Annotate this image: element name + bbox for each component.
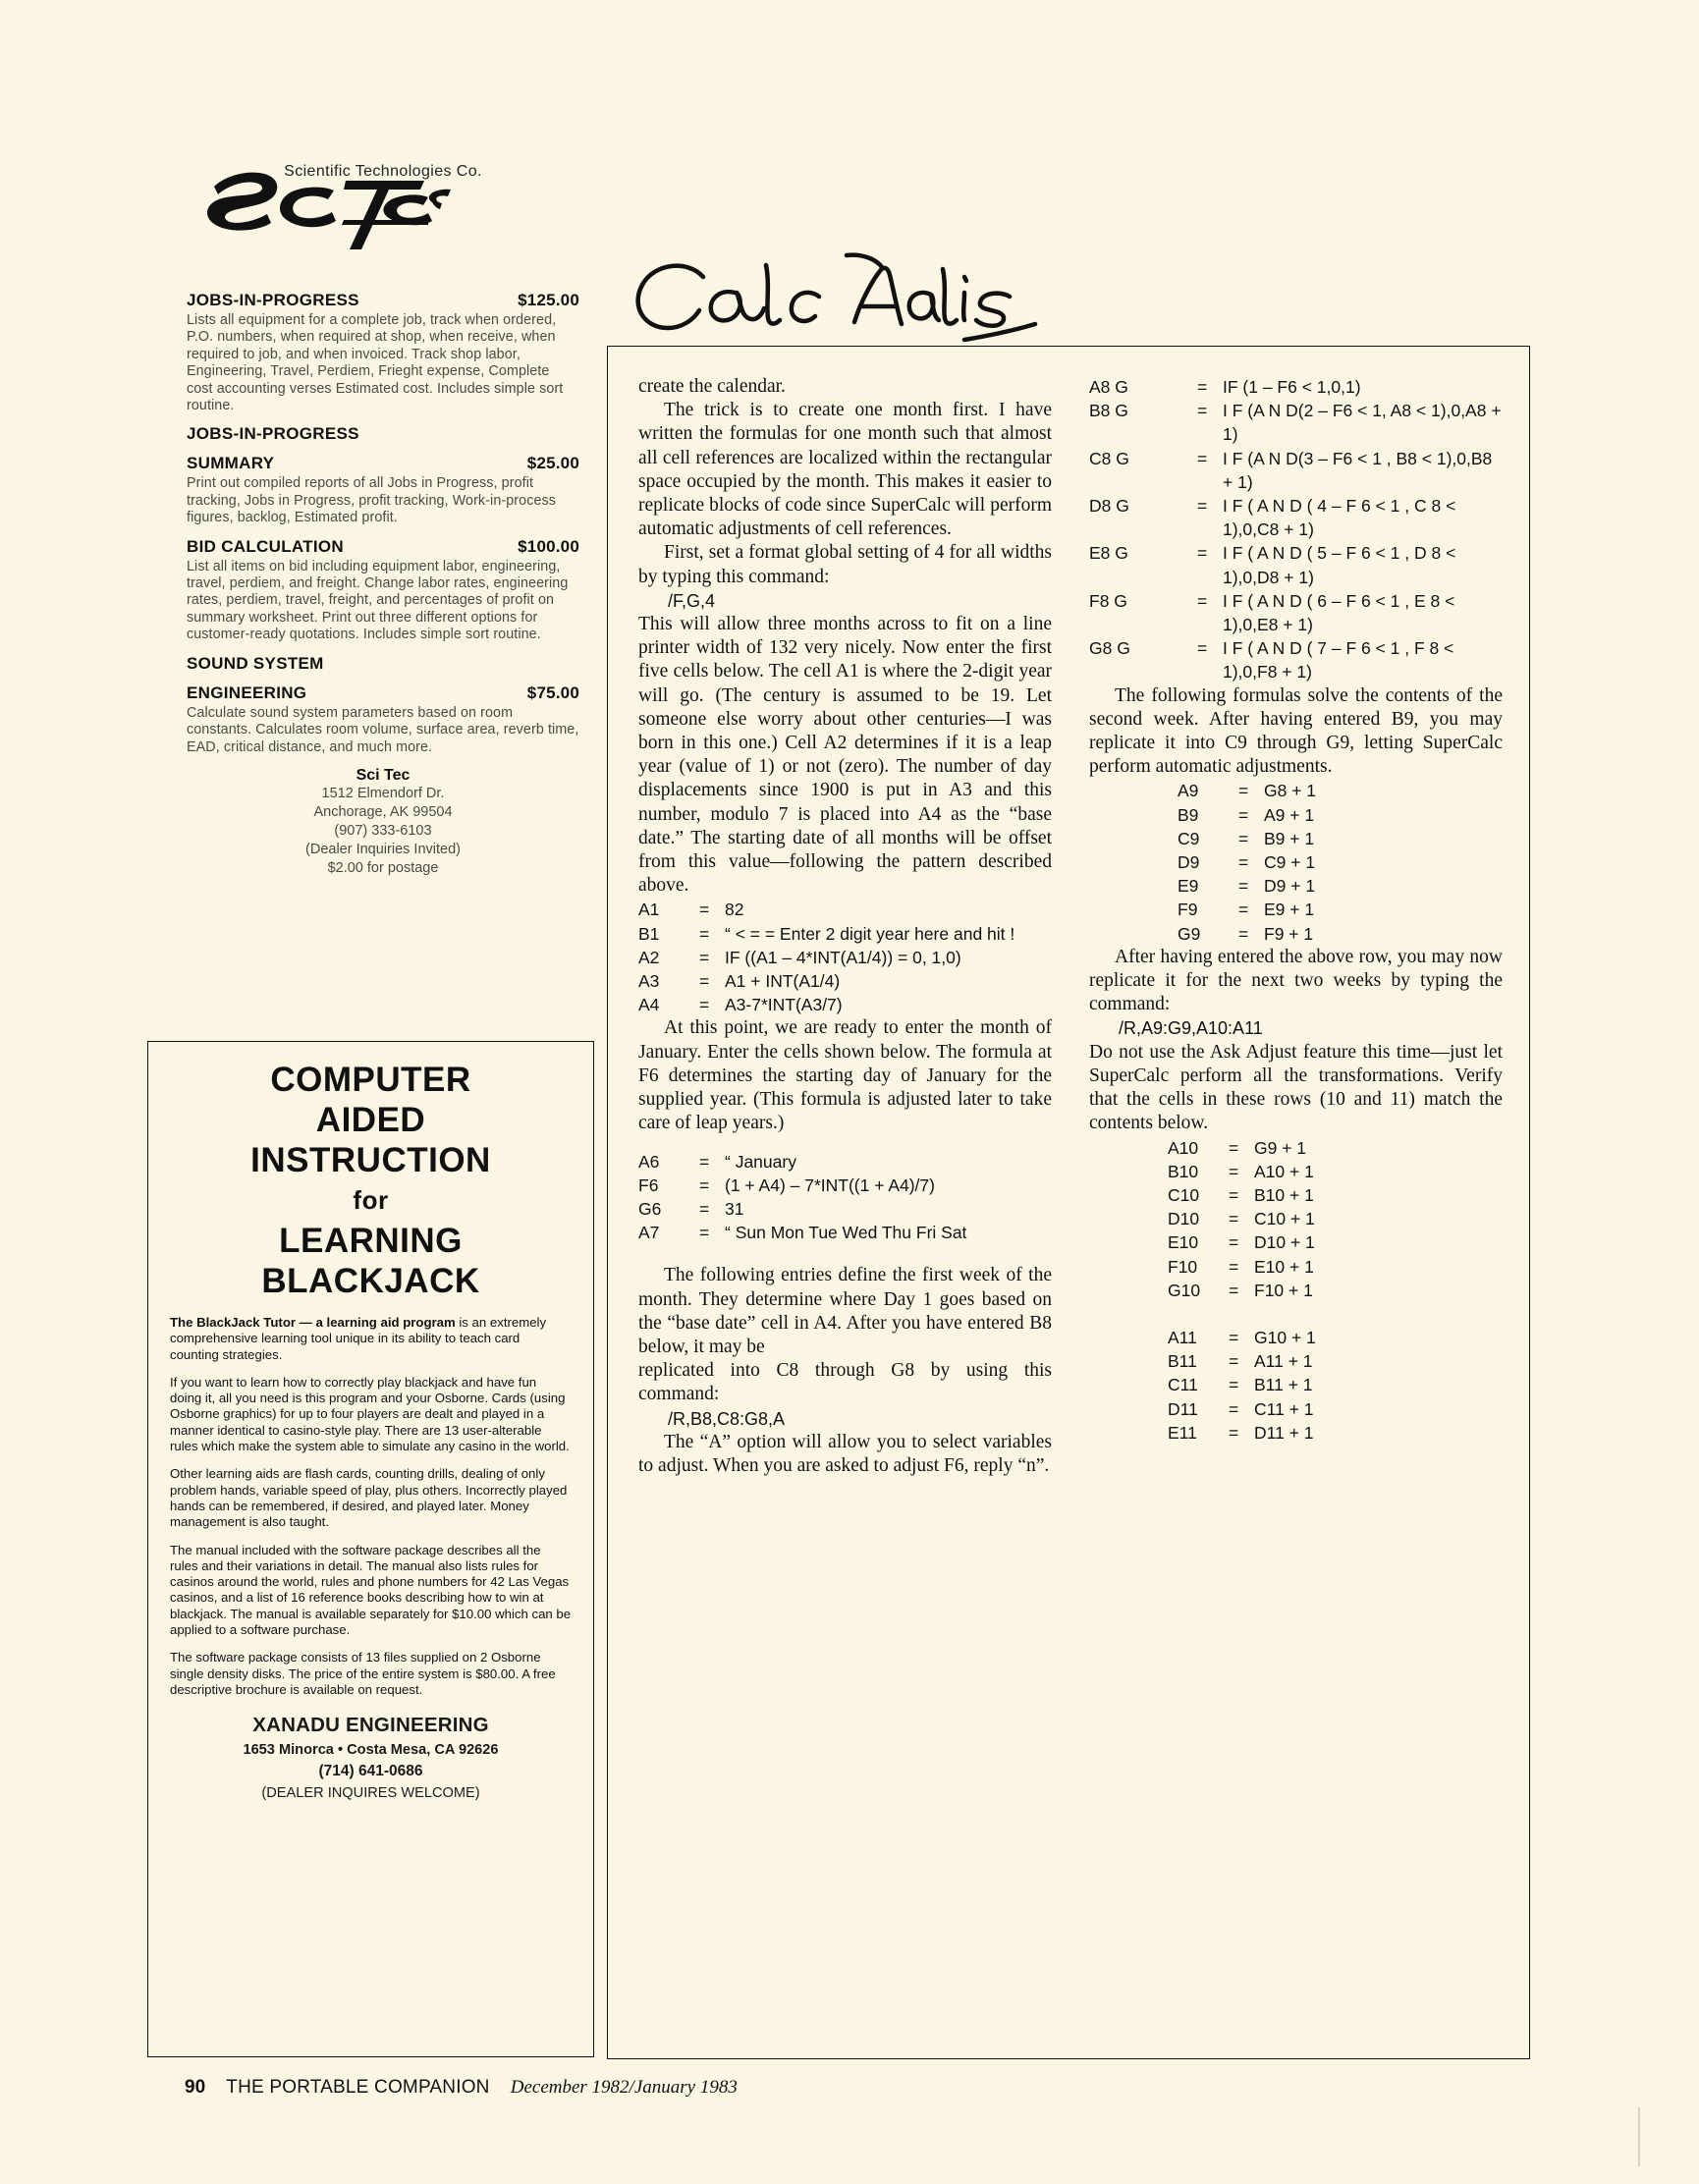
equals: = [1229,1209,1239,1229]
product-description: Lists all equipment for a complete job, track when ordered, P.O. numbers, when required at shop, when receive, when required to job, and when invoiced. Track shop labor, Engineering, Travel, Perdiem, Frieght expense, Complete cost accounting verses Estimated cost. Includes simple sort routine. [187,312,564,414]
equals: = [1229,1398,1239,1419]
scitec-logo [187,163,579,281]
equals: = [1238,828,1249,848]
scitec-subtitle: Scientific Technologies Co. [284,163,482,180]
cell-ref: E9 [1178,876,1199,897]
formula-row [638,946,1052,969]
cell-formula: C11 + 1 [1254,1398,1314,1419]
cell-formula: B9 + 1 [1264,828,1315,848]
product-heading-jobs-in-progress [187,291,579,310]
ad-title-line-3: INSTRUCTION [250,1141,491,1179]
ad-paragraph-2: Other learning aids are flash cards, counting drills, dealing of only problem hands, variable speed of play, plus others. Incorrectly played hands can be remembered, if desired, and played later. Money management is also taught. [170,1466,568,1530]
paragraph: create the calendar. [638,376,786,397]
formula-row [1168,1397,1503,1421]
ad-title [170,1060,572,1301]
cell-ref: G8 G [1089,638,1130,659]
formula-row [1089,494,1503,541]
cell-ref: F8 G [1089,590,1127,611]
product-description: Print out compiled reports of all Jobs in Progress, profit tracking, Jobs in Progress, profit tracking, Work-in-process figures, backlog, Estimated profit. [187,475,556,526]
cell-ref: D9 [1178,852,1200,873]
product-name-jobs-summary: JOBS-IN-PROGRESS [187,424,359,444]
equals: = [699,900,710,920]
company-name: Sci Tec [356,766,411,784]
cell-formula: I F ( A N D ( 5 – F 6 < 1 , D 8 < 1),0,D8 + 1) [1223,543,1456,587]
formula-row [1168,1230,1503,1254]
dealer-note: (Dealer Inquiries Invited) [305,841,461,857]
page-number: 90 [185,2077,206,2098]
formula-list-5 [1089,1136,1503,1302]
cell-formula: C10 + 1 [1254,1209,1315,1229]
formula-row [1089,589,1503,636]
cell-formula: E10 + 1 [1254,1256,1314,1277]
equals: = [699,1223,710,1243]
cell-formula: B10 + 1 [1254,1184,1314,1205]
cell-ref: A2 [638,947,660,967]
equals: = [1197,377,1208,397]
formula-row [1168,1373,1503,1396]
ad-title-line-5: LEARNING [279,1222,463,1260]
cell-ref: A10 [1168,1137,1199,1158]
page-footer [185,2077,738,2099]
cell-formula: “ January [725,1151,796,1172]
cell-ref: A7 [638,1223,660,1243]
street-address: 1512 Elmendorf Dr. [321,785,445,801]
cell-formula: F10 + 1 [1254,1280,1313,1300]
cell-ref: A9 [1178,781,1199,801]
article-columns [638,375,1503,1478]
article-text [638,375,1503,1478]
cell-formula: 31 [725,1198,744,1219]
product-name-sound-system: SOUND SYSTEM [187,653,324,673]
ad-paragraph-4: The software package consists of 13 files supplied on 2 Osborne single density disks. The price of the entire system is $80.00. A free descriptive brochure is available on request. [170,1650,556,1697]
cell-formula: A11 + 1 [1254,1351,1313,1372]
equals: = [699,1198,710,1219]
cell-formula: I F ( A N D ( 7 – F 6 < 1 , F 8 < 1),0,F8 + 1) [1223,638,1454,682]
formula-row [1178,803,1503,827]
formula-row [1168,1136,1503,1160]
product-price: $100.00 [518,536,579,556]
formula-row [638,993,1052,1016]
formula-row [1089,541,1503,588]
formula-row [638,1150,1052,1174]
product-name: JOBS-IN-PROGRESS [187,291,359,309]
cell-ref: G9 [1178,923,1201,944]
equals: = [1197,590,1208,611]
cell-ref: D11 [1168,1398,1198,1419]
equals: = [1229,1184,1239,1205]
cell-formula: A1 + INT(A1/4) [725,971,841,992]
equals: = [1229,1280,1239,1300]
magazine-name: THE PORTABLE COMPANION [226,2077,490,2098]
cell-ref: A11 [1168,1327,1197,1347]
formula-row [638,1174,1052,1197]
scitec-wordmark-icon [196,163,452,256]
city-state-zip: Anchorage, AK 99504 [313,803,453,820]
equals: = [1229,1422,1239,1443]
product-name-2: ENGINEERING [187,682,307,702]
command-line: /R,B8,C8:G8,A [668,1408,786,1429]
paragraph: The following formulas solve the contents of the second week. After having entered B9, you may replicate it into C9 through G9, letting SuperCalc perform automatic adjustments. [1089,684,1503,778]
equals: = [1229,1161,1239,1181]
formula-row [1168,1349,1503,1373]
cell-ref: A6 [638,1151,660,1172]
cell-formula: C9 + 1 [1264,852,1316,873]
cell-formula: IF (1 – F6 < 1,0,1) [1223,377,1361,397]
equals: = [1229,1137,1239,1158]
cell-ref: B9 [1178,804,1199,825]
cell-formula: A9 + 1 [1264,804,1315,825]
product-description: Calculate sound system parameters based on room constants. Calculates room volume, surface area, reverb time, EAD, critical distance, and much more. [187,704,579,755]
ad-contact-block [170,1714,572,1801]
equals: = [699,1174,710,1195]
formula-row [1089,375,1503,399]
blackjack-advertisement [147,1041,594,2057]
product-price: $25.00 [526,454,579,473]
formula-row [1089,447,1503,494]
ad-lead-rest: is an extremely comprehensive learning tool unique in its ability to teach card counting strategies. [170,1315,547,1362]
equals: = [1238,852,1249,873]
ad-lead-bold: The BlackJack Tutor — a learning aid program [170,1315,456,1330]
ad-title-line-6: BLACKJACK [261,1262,480,1300]
equals: = [1197,543,1208,564]
cell-ref: D10 [1168,1209,1200,1229]
product-heading-bid-calculation [187,537,579,557]
formula-row [1089,636,1503,683]
product-name: BID CALCULATION [187,536,344,556]
formula-row [1168,1183,1503,1207]
formula-row [1178,850,1503,874]
paragraph: After having entered the above row, you may now replicate it for the next two weeks by typing the command: [1089,946,1503,1015]
equals: = [699,971,710,992]
equals: = [1197,401,1208,421]
paragraph: At this point, we are ready to enter the month of January. Enter the cells shown below. The formula at F6 determines the starting day of January for the supplied year. (This formula is adjusted later to take care of leap years.) [638,1017,1052,1134]
equals: = [699,923,710,944]
product-name-2: SUMMARY [187,454,275,473]
cell-formula: G8 + 1 [1264,781,1317,801]
cell-formula: D10 + 1 [1254,1232,1315,1253]
cell-formula: IF ((A1 – 4*INT(A1/4)) = 0, 1,0) [725,947,961,967]
cell-ref: F10 [1168,1256,1198,1277]
page-edge-mark [1638,2107,1640,2166]
ad-paragraph-1: If you want to learn how to correctly play blackjack and have fun doing it, all you need is this program and your Osborne. Cards (using Osborne graphics) for up to four players are dealt and played in a manner identical to casino-style play. There are 13 user-alterable rules which make the system able to simulate any casino in the world. [170,1374,570,1454]
paragraph: The following entries define the first week of the month. They determine where Day 1 goes based on the “base date” cell in A4. After you have entered B8 below, it may be [638,1265,1052,1357]
cell-ref: C9 [1178,828,1200,848]
equals: = [699,995,710,1015]
formula-row [1168,1160,1503,1183]
cell-ref: A3 [638,971,660,992]
equals: = [1238,804,1249,825]
ad-phone: (714) 641-0686 [318,1763,423,1780]
cell-formula: B11 + 1 [1254,1375,1313,1395]
cell-ref: C11 [1168,1375,1198,1395]
product-description: List all items on bid including equipment labor, engineering, travel, perdiem, and freight. Change labor rates, engineering rates, perdiem, travel, freight, and percentages of profit on summary worksheet. Print out three different options for customer-ready quotations. Includes simple sort routine. [187,558,569,643]
calc-aids-script-icon [619,246,1041,355]
postage-note: $2.00 for postage [327,859,439,876]
cell-formula: I F ( A N D ( 4 – F 6 < 1 , C 8 < 1),0,C8 + 1) [1223,496,1456,540]
cell-formula: G10 + 1 [1254,1327,1316,1347]
formula-row [638,1221,1052,1244]
paragraph: The “A” option will allow you to select variables to adjust. When you are asked to adjust F6, reply “n”. [638,1431,1052,1476]
cell-formula: 82 [725,900,744,920]
equals: = [699,947,710,967]
cell-ref: B11 [1168,1351,1197,1372]
issue-date: December 1982/January 1983 [510,2077,738,2098]
cell-formula: E9 + 1 [1264,900,1315,920]
ad-company-name: XANADU ENGINEERING [252,1714,489,1737]
formula-row [1178,922,1503,946]
equals: = [1238,876,1249,897]
cell-ref: F9 [1178,900,1198,920]
formula-row [1168,1207,1503,1230]
cell-formula: I F ( A N D ( 6 – F 6 < 1 , E 8 < 1),0,E8 + 1) [1223,590,1455,635]
formula-list-1 [638,898,1052,1016]
cell-ref: G10 [1168,1280,1201,1300]
formula-list-2 [638,1150,1052,1245]
formula-row [1168,1279,1503,1302]
scitec-advertisement [187,69,579,878]
cell-formula: F9 + 1 [1264,923,1314,944]
equals: = [1238,923,1249,944]
formula-list-3 [1089,375,1503,684]
paragraph: replicated into C8 through G8 by using this command: [638,1360,1052,1405]
cell-ref: G6 [638,1198,662,1219]
formula-row [1089,399,1503,446]
cell-ref: B8 G [1089,401,1128,421]
equals: = [1238,900,1249,920]
paragraph: This will allow three months across to fit on a line printer width of 132 very nicely. Now enter the first five cells below. The cell A1 is where the 2-digit year will go. (The century is assumed to be 19. Let someone else worry about other centuries—I was born in this one.) Cell A2 determines if it is a leap year (value of 1) or not (zero). The number of day displacements since 1900 is put in A3 and this number, modulo 7 is placed into A4 as the “base date.” The starting date of all months will be offset from this value—following the pattern described above. [638,614,1052,897]
cell-formula: “ < = = Enter 2 digit year here and hit ! [725,923,1015,944]
cell-formula: D9 + 1 [1264,876,1316,897]
cell-formula: D11 + 1 [1254,1422,1314,1443]
product-price: $125.00 [518,291,579,309]
equals: = [1197,496,1208,517]
command-line: /R,A9:G9,A10:A11 [1119,1018,1263,1039]
cell-formula: “ Sun Mon Tue Wed Thu Fri Sat [725,1223,967,1243]
cell-ref: C10 [1168,1184,1200,1205]
equals: = [1229,1375,1239,1395]
ad-dealer-note: (DEALER INQUIRES WELCOME) [261,1785,480,1802]
scitec-contact-block [187,766,579,878]
cell-formula: A3-7*INT(A3/7) [725,995,843,1015]
equals: = [1229,1351,1239,1372]
paragraph: First, set a format global setting of 4 for all widths by typing this command: [638,542,1052,587]
equals: = [1238,781,1249,801]
formula-row [638,969,1052,993]
equals: = [1197,448,1208,468]
formula-list-4 [1089,779,1503,945]
formula-row [1178,827,1503,850]
cell-formula: I F (A N D(3 – F6 < 1 , B8 < 1),0,B8 + 1) [1223,448,1493,492]
cell-formula: G9 + 1 [1254,1137,1307,1158]
cell-formula: A10 + 1 [1254,1161,1314,1181]
cell-ref: D8 G [1089,496,1129,517]
equals: = [699,1151,710,1172]
cell-formula: I F (A N D(2 – F6 < 1, A8 < 1),0,A8 + 1) [1223,401,1502,445]
calc-aids-masthead [619,246,1041,354]
cell-ref: A1 [638,900,660,920]
formula-row [638,898,1052,921]
ad-address: 1653 Minorca • Costa Mesa, CA 92626 [243,1742,499,1759]
formula-row [1168,1421,1503,1445]
product-heading-sound-engineering [187,683,579,703]
formula-list-6 [1089,1326,1503,1445]
equals: = [1229,1256,1239,1277]
formula-row [1168,1326,1503,1349]
formula-row [1178,898,1503,921]
equals: = [1229,1232,1239,1253]
product-price: $75.00 [526,682,579,702]
cell-ref: A4 [638,995,660,1015]
ad-title-line-1: COMPUTER [270,1061,471,1099]
ad-paragraph-3: The manual included with the software package describes all the rules and their variations in detail. The manual also lists rules for casinos around the world, rules and phone numbers for 42 Las Vegas casinos, and a list of 16 reference books describing how to win at blackjack. The manual is available separately for $10.00 which can be applied to a software purchase. [170,1542,572,1638]
cell-ref: E10 [1168,1232,1199,1253]
ad-title-line-2: AIDED [315,1101,426,1139]
cell-ref: B1 [638,923,660,944]
cell-ref: B10 [1168,1161,1199,1181]
paragraph: Do not use the Ask Adjust feature this time—just let SuperCalc perform all the transformations. Verify that the cells in these rows (10 and 11) match the contents below. [1089,1041,1503,1134]
equals: = [1197,638,1208,659]
cell-formula: (1 + A4) – 7*INT((1 + A4)/7) [725,1174,935,1195]
cell-ref: E8 G [1089,543,1128,564]
product-heading-summary [187,454,579,473]
formula-row [1178,874,1503,898]
ad-lead-paragraph [170,1315,572,1363]
cell-ref: C8 G [1089,448,1129,468]
cell-ref: F6 [638,1174,659,1195]
command-line: /F,G,4 [668,590,716,611]
formula-row [1178,779,1503,802]
phone-number: (907) 333-6103 [334,822,432,839]
formula-row [638,922,1052,946]
paragraph: The trick is to create one month first. I have written the formulas for one month such that almost all cell references are localized within the rectangular space occupied by the month. This makes it easier to replicate blocks of code since SuperCalc will perform automatic adjustments of cell references. [638,400,1052,540]
ad-title-line-4: for [353,1185,389,1215]
equals: = [1229,1327,1239,1347]
product-list [187,291,579,878]
formula-row [638,1197,1052,1221]
cell-ref: E11 [1168,1422,1197,1443]
formula-row [1168,1255,1503,1279]
cell-ref: A8 G [1089,377,1128,397]
